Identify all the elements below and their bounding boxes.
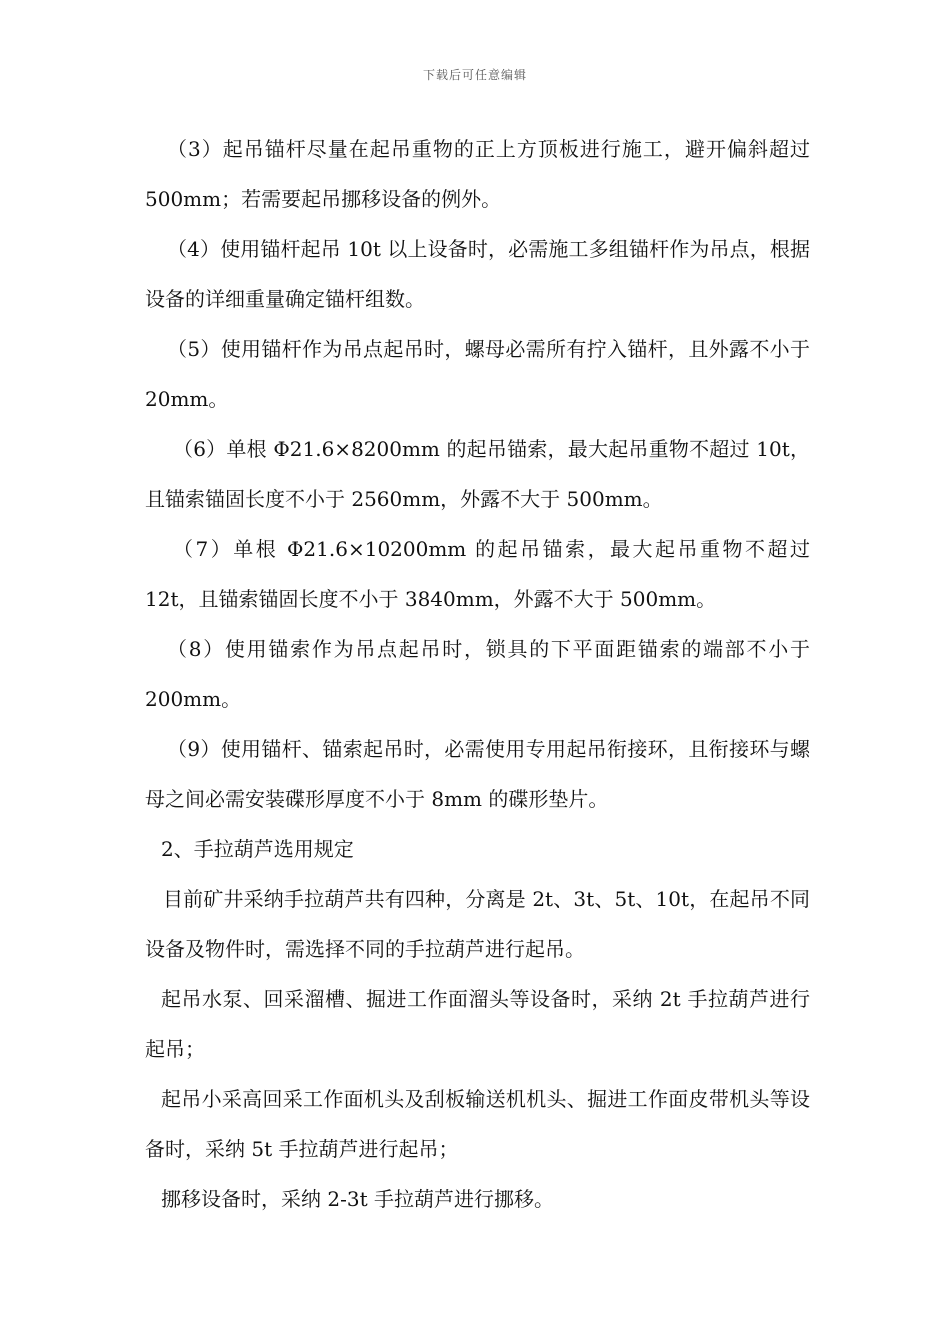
page-header: 下载后可任意编辑 — [422, 68, 527, 82]
paragraph-item-3: （3）起吊锚杆尽量在起吊重物的正上方顶板进行施工，避开偏斜超过 500mm；若需要起吊挪移设备的例外。 — [145, 137, 810, 211]
paragraph-hoist-2t: 起吊水泵、回采溜槽、掘进工作面溜头等设备时，采纳 2t 手拉葫芦进行起吊； — [145, 987, 810, 1061]
paragraph-hoist-move: 挪移设备时，采纳 2-3t 手拉葫芦进行挪移。 — [161, 1187, 554, 1211]
paragraph-item-9: （9）使用锚杆、锚索起吊时，必需使用专用起吊衔接环，且衔接环与螺母之间必需安装碟形厚度不小于 8mm 的碟形垫片。 — [145, 737, 810, 811]
paragraph-item-8: （8）使用锚索作为吊点起吊时，锁具的下平面距锚索的端部不小于 200mm。 — [145, 637, 810, 711]
paragraph-item-7: （7）单根 Φ21.6×10200mm 的起吊锚索，最大起吊重物不超过 12t，且锚索锚固长度不小于 3840mm，外露不大于 500mm。 — [145, 537, 810, 611]
paragraph-hoist-types: 目前矿井采纳手拉葫芦共有四种，分离是 2t、3t、5t、10t，在起吊不同设备及物件时，需选择不同的手拉葫芦进行起吊。 — [145, 887, 810, 961]
section-heading: 2、手拉葫芦选用规定 — [161, 837, 354, 861]
paragraph-item-6: （6）单根 Φ21.6×8200mm 的起吊锚索，最大起吊重物不超过 10t，且锚索锚固长度不小于 2560mm，外露不大于 500mm。 — [145, 437, 810, 511]
paragraph-hoist-5t: 起吊小采高回采工作面机头及刮板输送机机头、掘进工作面皮带机头等设备时，采纳 5t 手拉葫芦进行起吊； — [145, 1087, 810, 1161]
paragraph-item-4: （4）使用锚杆起吊 10t 以上设备时，必需施工多组锚杆作为吊点，根据设备的详细重量确定锚杆组数。 — [145, 237, 810, 311]
document-body — [145, 124, 810, 1224]
paragraph-item-5: （5）使用锚杆作为吊点起吊时，螺母必需所有拧入锚杆，且外露不小于 20mm。 — [145, 337, 810, 411]
